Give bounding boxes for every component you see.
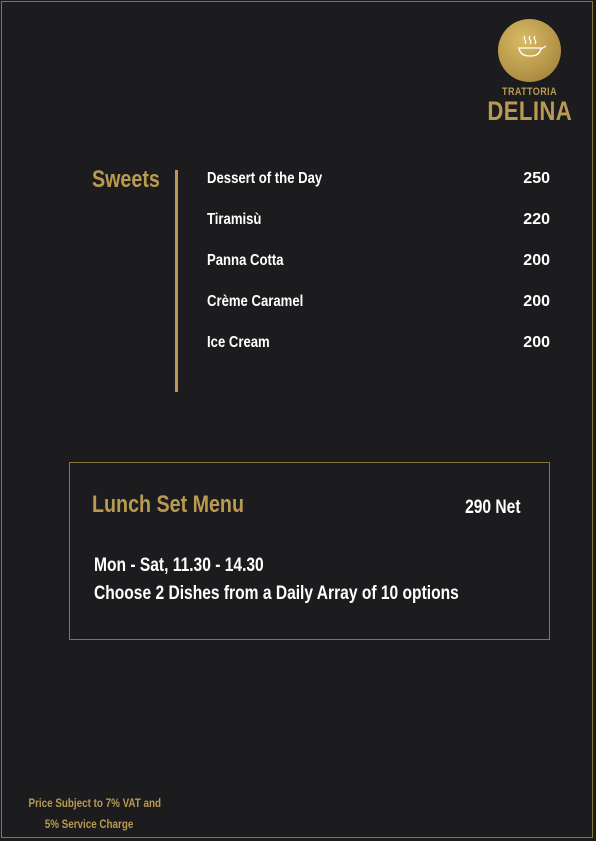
section-title-sweets: Sweets bbox=[92, 166, 160, 193]
menu-item bbox=[207, 252, 550, 274]
chef-hat-pan-icon bbox=[513, 33, 547, 67]
menu-item-name: Crème Caramel bbox=[207, 293, 304, 310]
price-disclaimer-line-2: 5% Service Charge bbox=[44, 817, 134, 831]
menu-item-name: Panna Cotta bbox=[207, 252, 284, 269]
logo-subtitle: TRATTORIA bbox=[502, 86, 558, 98]
menu-item bbox=[207, 170, 550, 192]
menu-item-price: 200 bbox=[523, 293, 550, 310]
menu-item-name: Dessert of the Day bbox=[207, 170, 323, 187]
menu-item bbox=[207, 211, 550, 233]
menu-item-price: 220 bbox=[523, 211, 550, 228]
menu-item-name: Tiramisù bbox=[207, 211, 262, 228]
menu-item-price: 200 bbox=[523, 334, 550, 351]
menu-item bbox=[207, 293, 550, 315]
lunch-set-menu-box bbox=[69, 462, 550, 640]
lunch-description: Choose 2 Dishes from a Daily Array of 10 options bbox=[94, 583, 459, 604]
menu-item bbox=[207, 334, 550, 356]
logo-title: DELINA bbox=[487, 96, 573, 126]
lunch-set-menu-price: 290 Net bbox=[465, 497, 521, 518]
price-disclaimer-line-1: Price Subject to 7% VAT and bbox=[28, 796, 162, 810]
lunch-set-menu-title: Lunch Set Menu bbox=[92, 491, 244, 518]
section-divider bbox=[175, 170, 178, 392]
menu-item-name: Ice Cream bbox=[207, 334, 270, 351]
menu-item-price: 250 bbox=[523, 170, 550, 187]
logo-emblem bbox=[498, 19, 561, 82]
lunch-hours: Mon - Sat, 11.30 - 14.30 bbox=[94, 555, 264, 576]
price-disclaimer bbox=[14, 793, 164, 835]
menu-item-price: 200 bbox=[523, 252, 550, 269]
